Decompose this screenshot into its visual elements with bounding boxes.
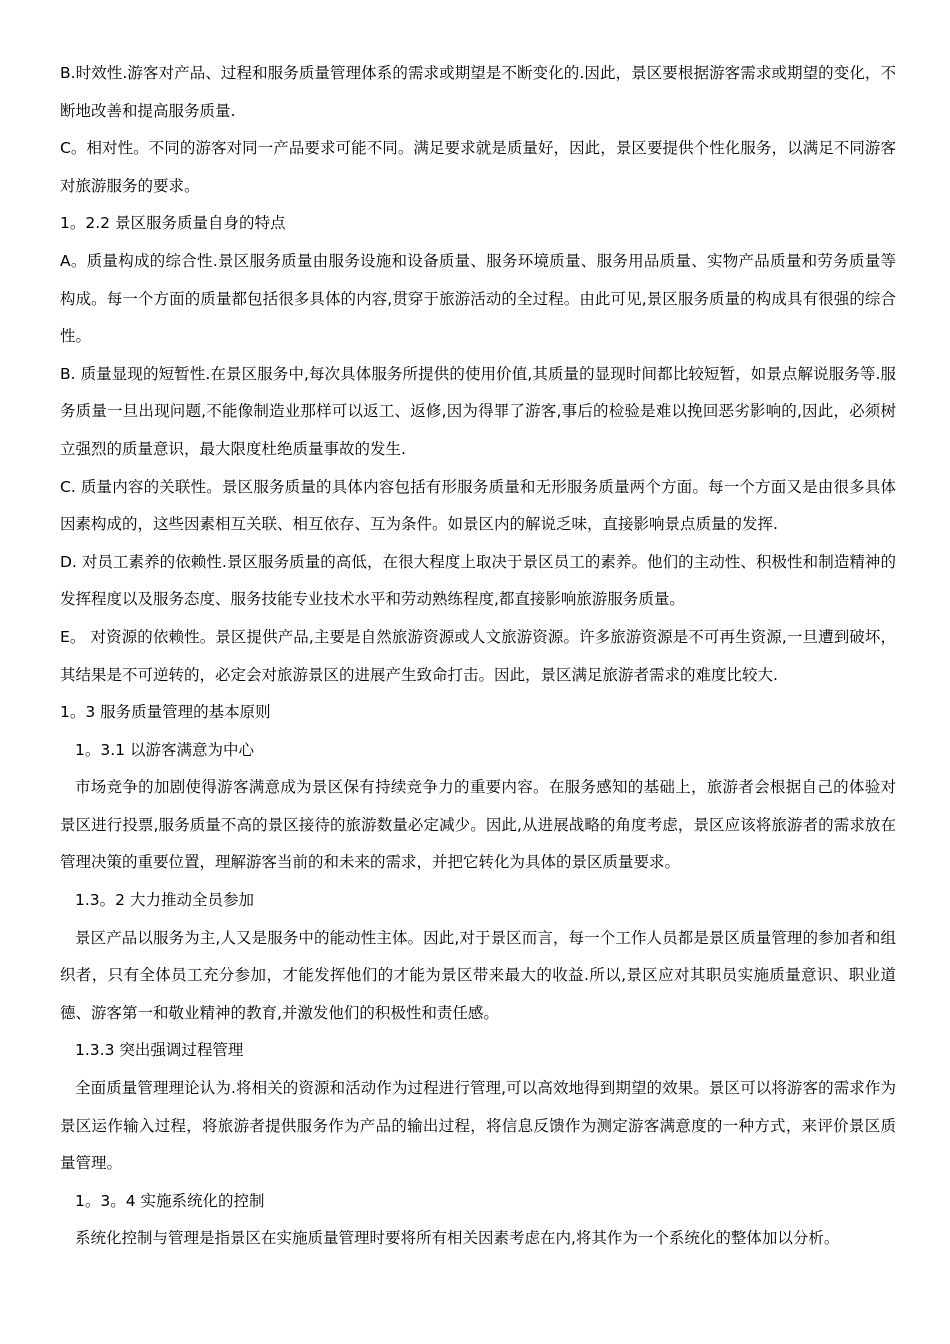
subsection-heading-1-3-1: 1。3.1 以游客满意为中心: [75, 740, 254, 759]
paragraph-resource-dependency: E。 对资源的依赖性。景区提供产品,主要是自然旅游资源或人文旅游资源。许多旅游资源是不可再生资源,一旦遭到破坏，其结果是不可逆转的，必定会对旅游景区的进展产生致命打击。因此，景区满足旅游者需求的难度比较大.: [60, 627, 896, 684]
paragraph-full-participation: 景区产品以服务为主,人又是服务中的能动性主体。因此,对于景区而言，每一个工作人员都是景区质量管理的参加者和组织者，只有全体员工充分参加，才能发挥他们的才能为景区带来最大的收益.所以,景区应对其职员实施质量意识、职业道德、游客第一和敬业精神的教育,并激发他们的积极性和责任感。: [60, 928, 896, 1022]
paragraph-timeliness: B.时效性.游客对产品、过程和服务质量管理体系的需求或期望是不断变化的.因此，景区要根据游客需求或期望的变化，不断地改善和提高服务质量.: [60, 64, 896, 120]
section-heading-1-2-2: 1。2.2 景区服务质量自身的特点: [60, 214, 286, 233]
paragraph-transience: B. 质量显现的短暂性.在景区服务中,每次具体服务所提供的使用价值,其质量的显现时间都比较短暂，如景点解说服务等.服务质量一旦出现问题,不能像制造业那样可以返工、返修,因为得罪了游客,事后的检验是难以挽回恶劣影响的,因此，必须树立强烈的质量意识，最大限度杜绝质量事故的发生.: [60, 364, 896, 458]
subsection-heading-1-3-4: 1。3。4 实施系统化的控制: [75, 1191, 265, 1210]
document-page: [60, 55, 896, 1258]
paragraph-staff-dependency: D. 对员工素养的依赖性.景区服务质量的高低，在很大程度上取决于景区员工的素养。他们的主动性、积极性和制造精神的发挥程度以及服务态度、服务技能专业技术水平和劳动熟练程度,都直接影响旅游服务质量。: [60, 552, 896, 609]
paragraph-systematic-control: 系统化控制与管理是指景区在实施质量管理时要将所有相关因素考虑在内,将其作为一个系统化的整体加以分析。: [75, 1229, 840, 1248]
subsection-heading-1-3-3: 1.3.3 突出强调过程管理: [75, 1041, 244, 1060]
paragraph-relevance: C. 质量内容的关联性。景区服务质量的具体内容包括有形服务质量和无形服务质量两个方面。每一个方面又是由很多具体因素构成的，这些因素相互关联、相互依存、互为条件。如景区内的解说乏味，直接影响景点质量的发挥.: [60, 477, 896, 534]
subsection-heading-1-3-2: 1.3。2 大力推动全员参加: [75, 891, 254, 910]
paragraph-relativity: C。相对性。不同的游客对同一产品要求可能不同。满足要求就是质量好，因此，景区要提供个性化服务，以满足不同游客对旅游服务的要求。: [60, 139, 896, 195]
paragraph-process-management: 全面质量管理理论认为.将相关的资源和活动作为过程进行管理,可以高效地得到期望的效果。景区可以将游客的需求作为景区运作输入过程，将旅游者提供服务作为产品的输出过程，将信息反馈作为测定游客满意度的一种方式，来评价景区质量管理。: [60, 1079, 896, 1173]
paragraph-visitor-satisfaction: 市场竞争的加剧使得游客满意成为景区保有持续竞争力的重要内容。在服务感知的基础上，旅游者会根据自己的体验对景区进行投票,服务质量不高的景区接待的旅游数量必定减少。因此,从进展战略的角度考虑，景区应该将旅游者的需求放在管理决策的重要位置，理解游客当前的和未来的需求，并把它转化为具体的景区质量要求。: [60, 778, 896, 872]
paragraph-comprehensiveness: A。质量构成的综合性.景区服务质量由服务设施和设备质量、服务环境质量、服务用品质量、实物产品质量和劳务质量等构成。每一个方面的质量都包括很多具体的内容,贯穿于旅游活动的全过程。由此可见,景区服务质量的构成具有很强的综合性。: [60, 251, 896, 346]
section-heading-1-3: 1。3 服务质量管理的基本原则: [60, 703, 271, 722]
